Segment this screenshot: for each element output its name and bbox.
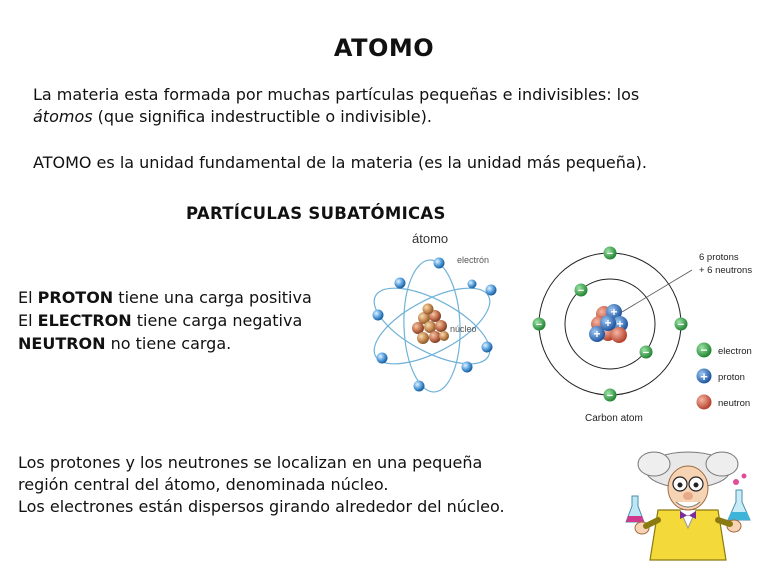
svg-text:+: + [610,305,618,319]
svg-text:−: − [577,285,585,297]
particle-name: NEUTRON [18,334,106,353]
carbon-caption: Carbon atom [585,413,643,424]
particle-description: tiene una carga positiva [113,288,312,307]
nucleus-cluster [412,304,449,345]
atom-illustration [356,226,512,402]
intro-line-2 [33,106,639,128]
location-paragraph [18,452,505,518]
nucleus-label: núcleo [450,324,477,334]
particle-line-proton [18,286,312,309]
svg-text:+: + [604,316,612,330]
location-line-1: Los protones y los neutrones se localizan en una pequeña [18,453,483,472]
intro-paragraph [33,84,639,128]
particle-description: tiene carga negativa [131,311,303,330]
page-title: ATOMO [333,34,435,62]
particle-description: no tiene carga. [105,334,232,353]
svg-text:−: − [642,347,650,359]
scientist-body [650,510,726,560]
svg-text:−: − [535,319,543,331]
particles-list [18,286,312,355]
annotation-protons: 6 protons [699,252,739,263]
annotation-pointer [622,270,692,312]
legend-neutron-swatch [697,395,712,410]
right-flask-icon [728,474,750,521]
scientist-face [668,466,708,510]
location-line-2: región central del átomo, denominada núcleo. [18,475,389,494]
atom-figure-title: átomo [412,231,449,246]
location-line-3: Los electrones están dispersos girando alrededor del núcleo. [18,497,505,516]
annotation-neutrons: + 6 neutrons [699,265,753,276]
legend-electron-label: electron [718,346,752,357]
intro-line-2-rest: (que significa indestructible o indivisible). [92,107,432,126]
svg-text:−: − [677,319,685,331]
section-subtitle: PARTÍCULAS SUBATÓMICAS [186,204,446,223]
svg-text:+: + [616,317,624,331]
atomos-term: átomos [33,107,93,126]
svg-text:−: − [606,390,614,402]
svg-text:+: + [700,369,708,384]
legend [697,343,752,410]
particle-name: PROTON [37,288,114,307]
intro-line-1: La materia esta formada por muchas partículas pequeñas e indivisibles: los [33,85,640,104]
particle-line-neutron [18,332,312,355]
svg-text:−: − [606,248,614,260]
scientist-cartoon [618,440,758,570]
left-flask-icon [626,496,644,522]
particle-line-electron [18,309,312,332]
legend-proton-label: proton [718,372,745,383]
particle-name: ELECTRON [37,311,132,330]
particle-prefix: El [18,311,38,330]
carbon-atom-diagram [528,240,764,430]
definition-text: ATOMO es la unidad fundamental de la materia (es la unidad más pequeña). [33,153,647,172]
particle-prefix: El [18,288,38,307]
svg-text:+: + [593,327,601,341]
legend-neutron-label: neutron [718,398,751,409]
svg-text:−: − [700,343,708,357]
electron-label: electrón [457,255,490,265]
